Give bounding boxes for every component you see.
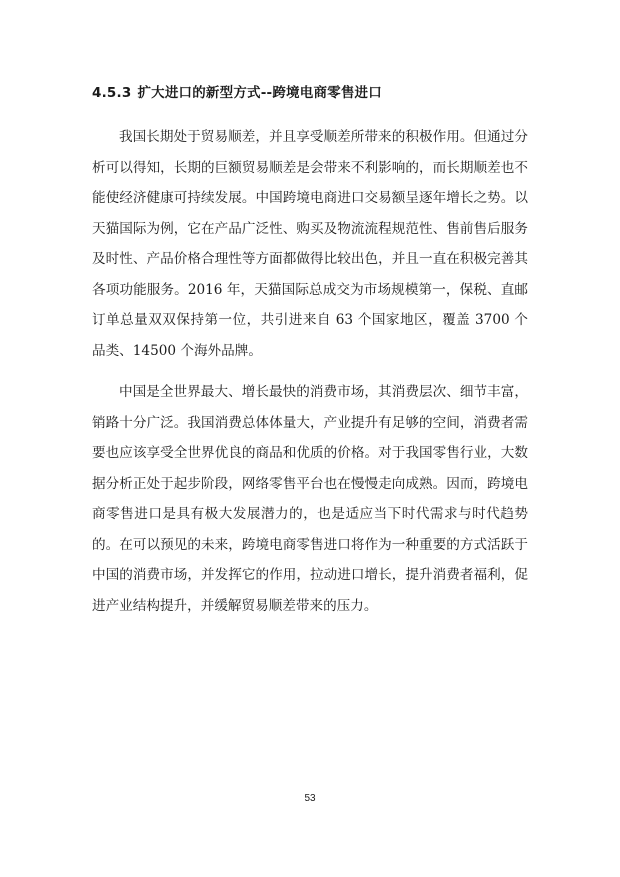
body-paragraph: 中国是全世界最大、增长最快的消费市场，其消费层次、细节丰富，销路十分广泛。我国消费总体体量大，产业提升有足够的空间，消费者需要也应该享受全世界优良的商品和优质的价格。对于我国零售行业，大数据分析正处于起步阶段，网络零售平台也在慢慢走向成熟。因而，跨境电商零售进口是具有极大发展潜力的，也是适应当下时代需求与时代趋势的。在可以预见的未来，跨境电商零售进口将作为一种重要的方式活跃于中国的消费市场，并发挥它的作用，拉动进口增长，提升消费者福利，促进产业结构提升，并缓解贸易顺差带来的压力。 <box>92 384 528 614</box>
section-heading <box>92 84 382 102</box>
section-title: 扩大进口的新型方式--跨境电商零售进口 <box>137 85 382 101</box>
body-paragraph: 我国长期处于贸易顺差，并且享受顺差所带来的积极作用。但通过分析可以得知，长期的巨额贸易顺差是会带来不利影响的，而长期顺差也不能使经济健康可持续发展。中国跨境电商进口交易额呈逐年增长之势。以天猫国际为例，它在产品广泛性、购买及物流流程规范性、售前售后服务及时性、产品价格合理性等方面都做得比较出色，并且一直在积极完善其各项功能服务。2016 年，天猫国际总成交为市场规模第一，保税、直邮订单总量双双保持第一位，共引进来自 63 个国家地区，覆盖 3700 个品类、14500 个海外品牌。 <box>92 129 528 359</box>
section-number: 4.5.3 <box>92 85 132 101</box>
page-number: 53 <box>304 793 316 804</box>
